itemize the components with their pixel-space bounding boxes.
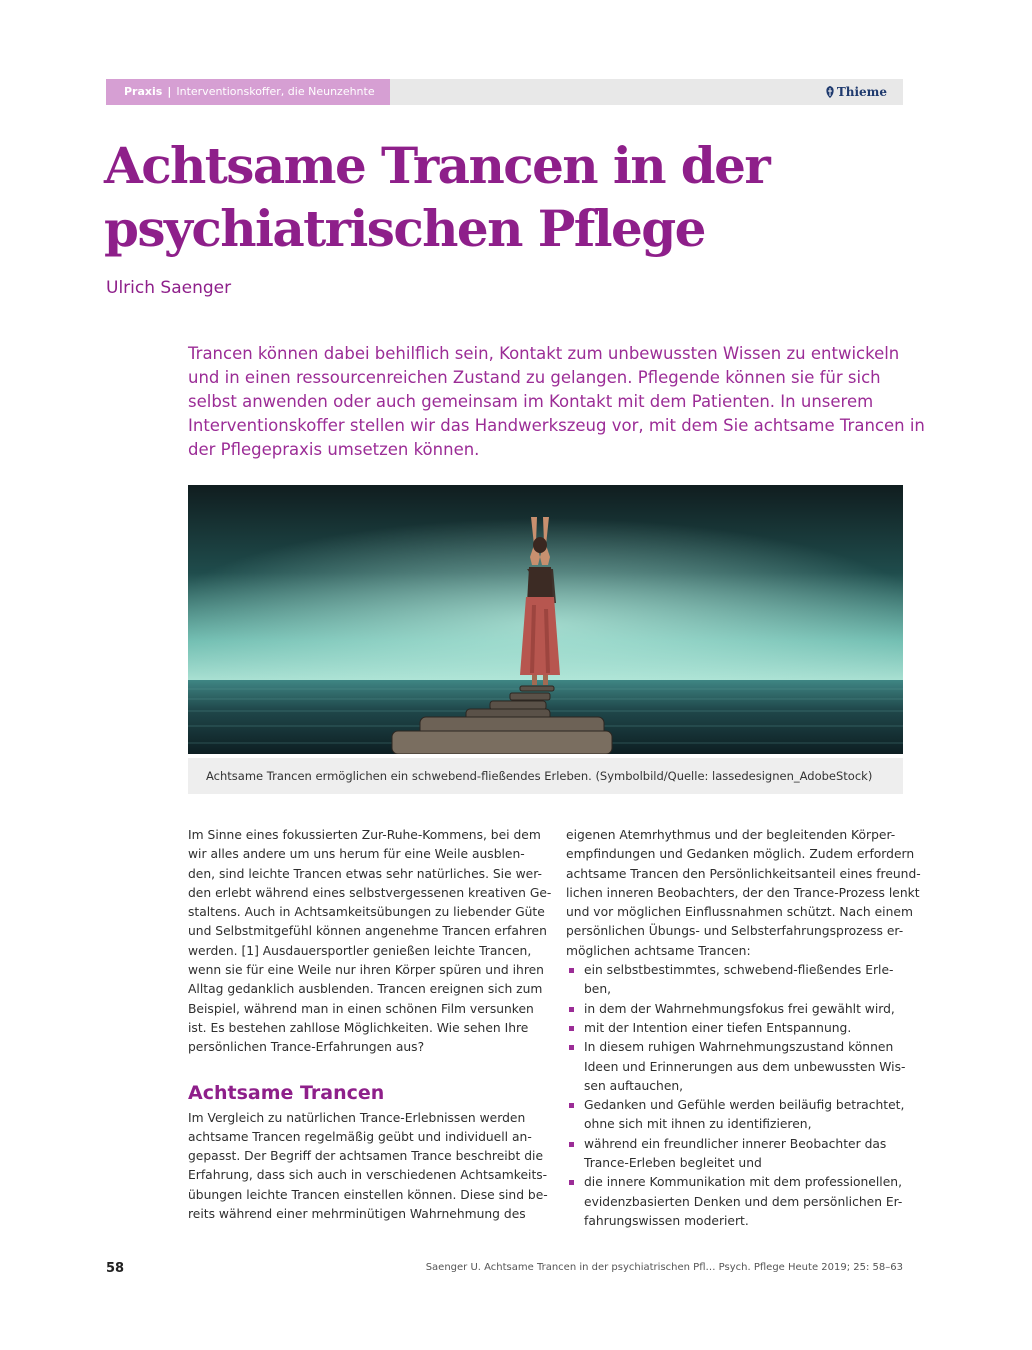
section-label: Praxis: [124, 85, 163, 98]
image-caption: Achtsame Trancen ermöglichen ein schwebend-fließendes Erleben. (Symbolbild/Quelle: lassedesignen_AdobeStock): [188, 758, 903, 794]
bullet-square-icon: [569, 1045, 574, 1050]
body-line: möglichen achtsame Trancen:: [566, 943, 751, 958]
body-line: wir alles andere um uns herum für eine Weile ausblen-: [188, 847, 525, 862]
bullet-line: ohne sich mit ihnen zu identifizieren,: [584, 1117, 812, 1132]
publisher-name: Thieme: [836, 85, 887, 99]
section-heading: Achtsame Trancen: [188, 1081, 385, 1104]
bullet-square-icon: [569, 1007, 574, 1012]
body-line: wenn sie für eine Weile nur ihren Körper spüren und ihren: [188, 963, 544, 978]
bullet-line: die innere Kommunikation mit dem professionellen,: [584, 1175, 902, 1190]
woman-on-pier-image: [188, 485, 903, 754]
author-name: Ulrich Saenger: [106, 278, 232, 298]
bullet-square-icon: [569, 1180, 574, 1185]
body-line: übungen leichte Trancen einstellen können. Diese sind be-: [188, 1187, 548, 1202]
body-paragraph: [188, 826, 552, 1058]
bullet-square-icon: [569, 1142, 574, 1147]
lead-paragraph: [188, 342, 925, 462]
body-line: ist. Es bestehen zahllose Möglichkeiten. Wie sehen Ihre: [188, 1020, 529, 1035]
body-line: reits während einer mehrminütigen Wahrnehmung des: [188, 1207, 526, 1222]
bullet-line: Gedanken und Gefühle werden beiläufig betrachtet,: [584, 1098, 905, 1113]
series-label: Interventionskoffer, die Neunzehnte: [176, 85, 375, 98]
citation-footer: Saenger U. Achtsame Trancen in der psychiatrischen Pfl… Psych. Pflege Heute 2019; 25: 58–63: [425, 1262, 903, 1273]
publisher-logo: [825, 79, 887, 105]
body-line: eigenen Atemrhythmus und der begleitenden Körper-: [566, 828, 896, 842]
body-line: persönlichen Übungs- und Selbsterfahrungsprozess er-: [566, 924, 904, 939]
lead-line: und in einen ressourcenreichen Zustand zu gelangen. Pflegende können sie für sich: [188, 368, 881, 387]
bullet-line: Ideen und Erinnerungen aus dem unbewussten Wis-: [584, 1059, 906, 1074]
section-tag: [106, 79, 390, 105]
bullet-line: In diesem ruhigen Wahrnehmungszustand können: [584, 1040, 894, 1055]
body-line: Beispiel, während man in einen schönen Film versunken: [188, 1001, 534, 1016]
body-line: Im Vergleich zu natürlichen Trance-Erlebnissen werden: [188, 1110, 526, 1125]
body-line: den, sind leichte Trancen etwas sehr natürliches. Sie wer-: [188, 866, 542, 881]
bullet-item: [566, 961, 906, 1000]
body-line: staltens. Auch in Achtsamkeitsübungen zu liebender Güte: [188, 905, 545, 920]
bullet-line: evidenzbasierten Denken und dem persönlichen Er-: [584, 1194, 903, 1209]
body-paragraph: [566, 826, 921, 961]
body-line: und Selbstmitgefühl können angenehme Trancen erfahren: [188, 924, 547, 939]
bullet-square-icon: [569, 968, 574, 973]
body-line: lichen inneren Beobachters, der den Trance-Prozess lenkt: [566, 885, 920, 900]
lead-line: der Pflegepraxis umsetzen können.: [188, 440, 480, 459]
page-number: 58: [106, 1261, 125, 1276]
bullet-item: [566, 1038, 906, 1096]
article-title: [104, 134, 904, 260]
body-line: achtsame Trancen regelmäßig geübt und individuell an-: [188, 1129, 532, 1144]
running-header: [106, 79, 903, 105]
bullet-item: [566, 1000, 906, 1019]
bullet-square-icon: [569, 1103, 574, 1108]
title-line-2: psychiatrischen Pflege: [104, 199, 705, 258]
bullet-line: ein selbstbestimmtes, schwebend-fließendes Erle-: [584, 963, 894, 978]
body-line: empfindungen und Gedanken möglich. Zudem erfordern: [566, 847, 915, 862]
body-column-right: [566, 826, 921, 1231]
lead-line: selbst anwenden oder auch gemeinsam im Kontakt mit dem Patienten. In unserem: [188, 392, 874, 411]
bullet-square-icon: [569, 1026, 574, 1031]
body-line: Erfahrung, dass sich auch in verschiedenen Achtsamkeits-: [188, 1168, 548, 1183]
body-line: werden. [1] Ausdauersportler genießen leichte Trancen,: [188, 943, 532, 958]
body-line: gepasst. Der Begriff der achtsamen Trance beschreibt die: [188, 1149, 544, 1164]
body-line: den erlebt während eines selbstvergessenen kreativen Ge-: [188, 885, 552, 900]
bullet-line: während ein freundlicher innerer Beobachter das: [584, 1136, 887, 1151]
bullet-item: [566, 1135, 906, 1174]
body-column-left: [188, 826, 552, 1224]
bullet-line: ben,: [584, 982, 612, 997]
bullet-item: [566, 1019, 906, 1038]
body-paragraph: [188, 1109, 548, 1225]
bullet-list: [566, 961, 906, 1231]
bullet-item: [566, 1096, 906, 1135]
bullet-line: sen auftauchen,: [584, 1078, 684, 1093]
body-line: persönlichen Trance-Erfahrungen aus?: [188, 1040, 425, 1055]
body-line: Im Sinne eines fokussierten Zur-Ruhe-Kommens, bei dem: [188, 828, 541, 842]
title-line-1: Achtsame Trancen in der: [104, 136, 770, 195]
bullet-line: mit der Intention einer tiefen Entspannung.: [584, 1020, 852, 1035]
lead-line: Interventionskoffer stellen wir das Handwerkszeug vor, mit dem Sie achtsame Trancen in: [188, 416, 925, 435]
hero-photo: [188, 485, 903, 754]
bullet-line: in dem der Wahrnehmungsfokus frei gewählt wird,: [584, 1001, 895, 1016]
bullet-line: fahrungswissen moderiert.: [584, 1213, 749, 1228]
lead-line: Trancen können dabei behilflich sein, Kontakt zum unbewussten Wissen zu entwickeln: [188, 344, 900, 363]
bullet-item: [566, 1173, 906, 1231]
section-separator: |: [167, 85, 172, 98]
body-line: Alltag gedanklich ausblenden. Trancen ereignen sich zum: [188, 982, 543, 997]
thieme-emblem-icon: [825, 86, 835, 98]
bullet-line: Trance-Erleben begleitet und: [584, 1156, 762, 1171]
body-line: achtsame Trancen den Persönlichkeitsanteil eines freund-: [566, 866, 921, 881]
body-line: und vor möglichen Einflussnahmen schützt. Nach einem: [566, 905, 913, 920]
